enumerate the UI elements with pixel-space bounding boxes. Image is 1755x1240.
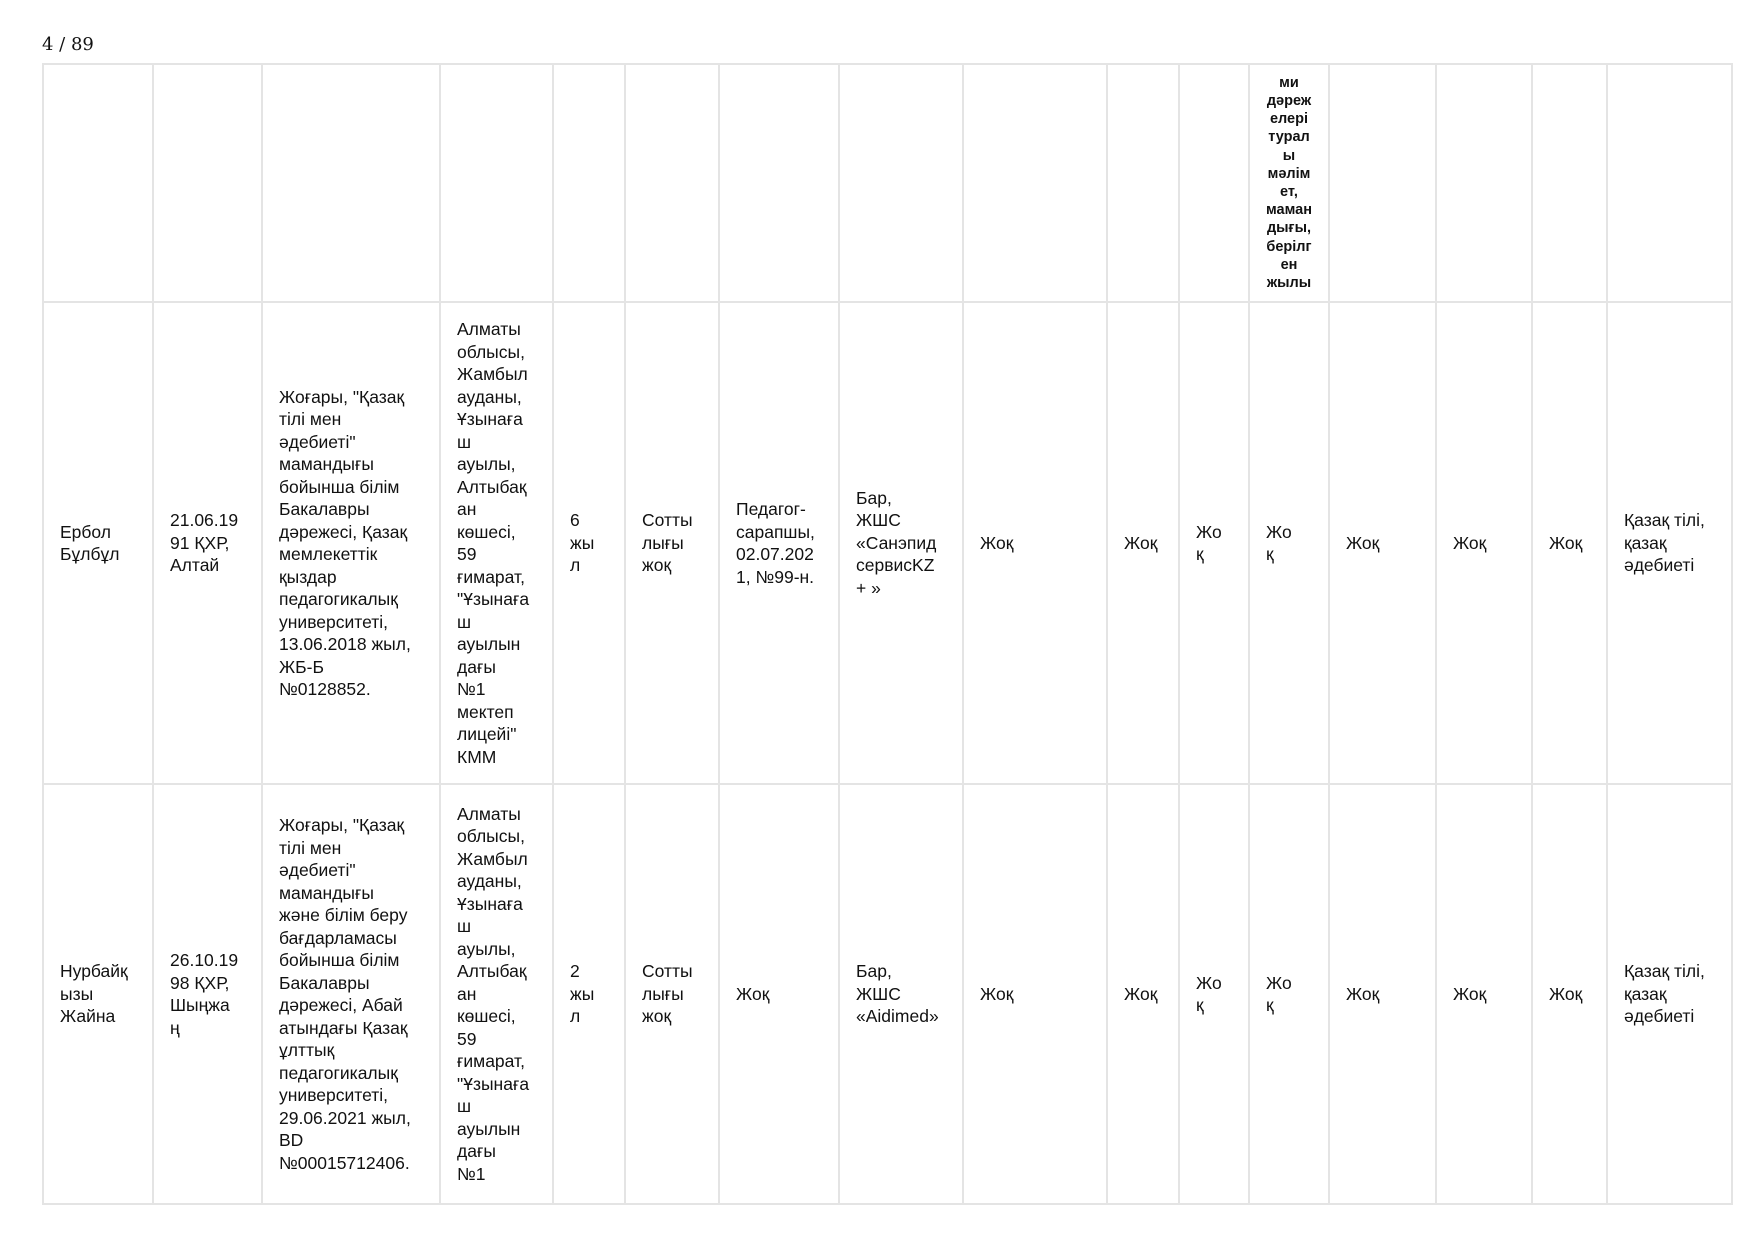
- cell-text-line: Нурбайқ: [60, 961, 128, 982]
- table-row: [43, 784, 1732, 1204]
- cell-text-line: КММ: [457, 746, 497, 767]
- cell-text-line: №0128852.: [279, 679, 371, 699]
- cell-text-line: ЖБ-Б: [279, 656, 324, 677]
- cell-text-line: 59: [457, 1028, 477, 1049]
- cell-col14: [1436, 302, 1532, 784]
- cell-text-line: ет,: [1280, 184, 1298, 200]
- cell-text-line: Бар,: [856, 487, 892, 508]
- cell-text-line: бойынша білім: [279, 950, 400, 970]
- cell-text-line: 13.06.2018 жыл,: [279, 634, 411, 654]
- cell-text-line: елері: [1269, 111, 1308, 128]
- cell-text-line: Қазақ тілі,: [1623, 961, 1705, 982]
- cell-criminal-record: [625, 784, 719, 1204]
- cell-text-line: лицейі": [457, 724, 517, 744]
- cell-col13: [1329, 784, 1436, 1204]
- cell-medical: [839, 784, 963, 1204]
- cell-text-line: қазақ: [1623, 532, 1667, 553]
- cell-text-line: 6: [570, 510, 580, 531]
- cell-text-line: жоқ: [642, 1006, 672, 1027]
- header-cell: [43, 64, 153, 302]
- cell-text-line: Жо: [1266, 521, 1292, 542]
- cell-text-line: тілі мен: [279, 837, 342, 858]
- cell-text-line: ен: [1280, 256, 1298, 273]
- cell-text-line: әдебиеті: [1623, 1006, 1695, 1027]
- cell-text-line: 21.06.19: [170, 510, 239, 531]
- cell-text-line: көшесі,: [457, 1006, 516, 1027]
- cell-text-line: Жамбыл: [457, 364, 528, 384]
- cell-subject: [1607, 784, 1732, 1204]
- cell-text-line: Жо: [1196, 972, 1222, 993]
- cell-text-line: дәрежесі, Абай: [279, 995, 403, 1015]
- cell-text-line: ш: [457, 916, 472, 937]
- cell-text-line: бойынша білім: [279, 476, 400, 497]
- cell-col14: [1436, 784, 1532, 1204]
- cell-text-line: Ербол: [60, 521, 111, 542]
- cell-text-line: көшесі,: [457, 521, 516, 542]
- cell-text-line: ЖШС: [856, 983, 901, 1004]
- cell-text-line: ы: [1282, 147, 1296, 164]
- cell-criminal-record: [625, 302, 719, 784]
- cell-text-line: турал: [1268, 129, 1310, 146]
- cell-text-line: қыздар: [279, 566, 337, 587]
- cell-experience: [553, 302, 625, 784]
- cell-text-line: Қазақ тілі,: [1623, 510, 1705, 531]
- cell-text-line: «Санэпид: [856, 532, 937, 553]
- cell-text-line: ызы: [60, 983, 94, 1004]
- cell-text-line: 91 ҚХР,: [170, 532, 230, 553]
- cell-text-line: ғимарат,: [457, 566, 525, 587]
- cell-text-line: 29.06.2021 жыл,: [279, 1107, 411, 1128]
- cell-text-line: сарапшы,: [736, 521, 815, 542]
- cell-text-line: Ұзынаға: [457, 409, 523, 429]
- cell-text-line: ң: [170, 1017, 180, 1038]
- cell-text-line: мемлекеттік: [279, 544, 378, 564]
- cell-text-line: л: [570, 1006, 581, 1027]
- cell-text-line: жылы: [1266, 275, 1312, 292]
- cell-col9: [963, 784, 1107, 1204]
- cell-text-line: дәрежесі, Қазақ: [279, 521, 408, 542]
- cell-text-line: Жоқ: [1124, 532, 1158, 553]
- cell-text-line: Жо: [1266, 972, 1292, 993]
- cell-text-line: 26.10.19: [170, 950, 239, 970]
- cell-text-line: дағы: [457, 1141, 496, 1162]
- cell-text-line: әдебиеті": [279, 431, 356, 452]
- cell-text-line: Жоқ: [1124, 983, 1158, 1004]
- table-header-row: [43, 64, 1732, 302]
- header-cell: [153, 64, 262, 302]
- cell-category: [719, 784, 839, 1204]
- cell-text-line: педагогикалық: [279, 589, 398, 609]
- cell-text-line: ұлттық: [279, 1040, 335, 1060]
- cell-col10: [1107, 302, 1179, 784]
- candidates-table: [42, 63, 1733, 1205]
- cell-text-line: дәреж: [1266, 92, 1312, 109]
- cell-col15: [1532, 784, 1607, 1204]
- cell-col11: [1179, 784, 1249, 1204]
- cell-text-line: қ: [1266, 995, 1274, 1015]
- cell-text-line: мамандығы: [279, 882, 374, 903]
- header-cell: [719, 64, 839, 302]
- cell-text-line: Жоқ: [1345, 983, 1380, 1004]
- cell-text-line: жоқ: [642, 555, 672, 576]
- cell-text-line: лығы: [642, 983, 684, 1004]
- cell-text-line: қ: [1196, 995, 1204, 1015]
- cell-name: [43, 784, 153, 1204]
- cell-text-line: дағы: [457, 656, 496, 677]
- header-cell: [440, 64, 553, 302]
- cell-medical: [839, 302, 963, 784]
- cell-text-line: университеті,: [279, 611, 389, 632]
- cell-text-line: Педагог-: [736, 499, 806, 519]
- cell-text-line: BD: [279, 1130, 304, 1150]
- cell-text-line: қазақ: [1623, 983, 1667, 1004]
- header-cell-qualification: [1249, 64, 1329, 302]
- header-cell: [963, 64, 1107, 302]
- cell-col11: [1179, 302, 1249, 784]
- cell-text-line: қ: [1196, 544, 1204, 564]
- cell-col15: [1532, 302, 1607, 784]
- cell-text-line: педагогикалық: [279, 1062, 398, 1083]
- cell-text-line: маман: [1266, 202, 1312, 219]
- cell-text-line: ғимарат,: [457, 1051, 525, 1072]
- cell-col12: [1249, 302, 1329, 784]
- cell-text-line: берілг: [1266, 238, 1312, 255]
- cell-text-line: әдебиеті: [1623, 555, 1695, 576]
- cell-text-line: Жоқ: [980, 983, 1014, 1004]
- cell-text-line: Алтыбақ: [457, 961, 527, 982]
- cell-text-line: Жоқ: [736, 983, 770, 1004]
- header-cell: [553, 64, 625, 302]
- cell-text-line: Ұзынаға: [457, 893, 523, 914]
- cell-text-line: мектеп: [457, 701, 514, 722]
- cell-col12: [1249, 784, 1329, 1204]
- cell-education: [262, 302, 440, 784]
- cell-text-line: №1: [457, 1163, 486, 1184]
- cell-text-line: №1: [457, 679, 486, 699]
- cell-text-line: Жайна: [60, 1006, 116, 1027]
- cell-text-line: ауылын: [457, 634, 521, 654]
- cell-col9: [963, 302, 1107, 784]
- cell-text-line: ан: [457, 983, 477, 1004]
- cell-text-line: Алтыбақ: [457, 476, 527, 497]
- cell-text-line: ш: [457, 431, 472, 452]
- cell-col10: [1107, 784, 1179, 1204]
- cell-text-line: облысы,: [457, 341, 525, 362]
- cell-text-line: университеті,: [279, 1085, 389, 1105]
- cell-text-line: Жоқ: [1548, 983, 1583, 1004]
- cell-text-line: "Ұзынаға: [457, 1073, 530, 1094]
- header-cell: [1607, 64, 1732, 302]
- cell-experience: [553, 784, 625, 1204]
- cell-workplace: [440, 302, 553, 784]
- cell-text-line: жы: [570, 983, 595, 1004]
- page-number: 4 / 89: [42, 34, 94, 55]
- cell-text-line: Бар,: [856, 961, 892, 982]
- cell-text-line: Жо: [1196, 521, 1222, 542]
- cell-text-line: Шыңжа: [170, 995, 230, 1015]
- cell-text-line: №00015712406.: [279, 1152, 410, 1173]
- cell-text-line: Бакалавры: [279, 499, 370, 519]
- cell-col13: [1329, 302, 1436, 784]
- header-cell: [839, 64, 963, 302]
- cell-text-line: тілі мен: [279, 409, 342, 429]
- table-row: [43, 302, 1732, 784]
- cell-text-line: 2: [570, 961, 580, 982]
- cell-text-line: ми: [1279, 74, 1299, 91]
- cell-text-line: 98 ҚХР,: [170, 972, 230, 993]
- cell-text-line: ЖШС: [856, 510, 901, 531]
- cell-text-line: бағдарламасы: [279, 927, 397, 948]
- cell-text-line: Сотты: [642, 961, 693, 982]
- cell-text-line: Жамбыл: [457, 848, 528, 869]
- cell-text-line: «Aidimed»: [856, 1006, 939, 1027]
- cell-text-line: ауылын: [457, 1118, 521, 1139]
- cell-subject: [1607, 302, 1732, 784]
- cell-text-line: Бакалавры: [279, 972, 370, 993]
- cell-text-line: ш: [457, 611, 472, 632]
- header-cell: [1329, 64, 1436, 302]
- cell-workplace: [440, 784, 553, 1204]
- cell-text-line: Жоғары, "Қазақ: [279, 386, 405, 407]
- cell-text-line: "Ұзынаға: [457, 589, 530, 609]
- cell-text-line: қ: [1266, 544, 1274, 564]
- header-cell: [1179, 64, 1249, 302]
- cell-text-line: ан: [457, 499, 477, 519]
- cell-text-line: ауылы,: [457, 454, 516, 474]
- cell-text-line: ш: [457, 1096, 472, 1117]
- cell-text-line: Алматы: [457, 319, 521, 339]
- cell-text-line: әдебиеті": [279, 860, 356, 880]
- cell-text-line: сервисKZ: [856, 555, 935, 576]
- cell-text-line: Бұлбұл: [60, 544, 120, 564]
- cell-text-line: Алтай: [170, 555, 220, 576]
- cell-text-line: мәлім: [1267, 165, 1311, 182]
- cell-text-line: ауданы,: [457, 386, 522, 407]
- cell-category: [719, 302, 839, 784]
- cell-text-line: л: [570, 555, 581, 576]
- cell-text-line: атындағы Қазақ: [279, 1017, 408, 1038]
- cell-text-line: жы: [570, 532, 595, 553]
- header-cell: [625, 64, 719, 302]
- header-cell: [1107, 64, 1179, 302]
- cell-text-line: Жоқ: [1452, 532, 1487, 553]
- cell-text-line: Жоқ: [980, 532, 1014, 553]
- cell-text-line: мамандығы: [279, 454, 374, 474]
- cell-text-line: Сотты: [642, 510, 693, 531]
- cell-text-line: Жоғары, "Қазақ: [279, 815, 405, 835]
- header-cell: [1532, 64, 1607, 302]
- cell-text-line: 02.07.202: [736, 544, 814, 564]
- cell-text-line: ауылы,: [457, 938, 516, 959]
- cell-name: [43, 302, 153, 784]
- cell-text-line: және білім беру: [279, 905, 408, 925]
- cell-text-line: Жоқ: [1452, 983, 1487, 1004]
- cell-text-line: облысы,: [457, 826, 525, 847]
- cell-education: [262, 784, 440, 1204]
- cell-text-line: дығы,: [1266, 220, 1311, 237]
- cell-text-line: 1, №99-н.: [736, 566, 815, 587]
- cell-text-line: Алматы: [457, 803, 521, 824]
- cell-text-line: Жоқ: [1548, 532, 1583, 553]
- cell-text-line: лығы: [642, 532, 684, 553]
- cell-text-line: + »: [856, 577, 881, 598]
- cell-text-line: ауданы,: [457, 871, 522, 892]
- cell-birth: [153, 784, 262, 1204]
- header-cell: [262, 64, 440, 302]
- cell-birth: [153, 302, 262, 784]
- header-cell: [1436, 64, 1532, 302]
- cell-text-line: Жоқ: [1345, 532, 1380, 553]
- cell-text-line: 59: [457, 544, 477, 564]
